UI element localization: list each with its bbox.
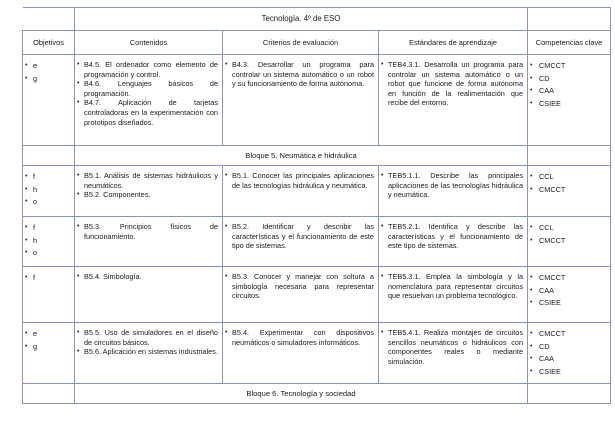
- table-row: [23, 217, 611, 267]
- objetivo-item: • g: [23, 341, 74, 354]
- contenido-item: • B5.6. Aplicación en sistemas industriales.: [75, 347, 218, 357]
- contenido-item: • B5.1. Análisis de sistemas hidráulicos y neumáticos.: [75, 171, 218, 190]
- table-title: Tecnología. 4º de ESO: [75, 8, 528, 31]
- estandar-item: • TEB5.4.1. Realiza montajes de circuitos sencillos neumáticos o hidráulicos con componentes reales o mediante simulación.: [379, 328, 523, 366]
- criterio-item: • B4.3. Desarrollar un programa para controlar un sistema automático o un robot y su funcionamiento de forma autónoma.: [223, 60, 374, 89]
- competencia-item: • CD: [528, 73, 610, 86]
- competencias-cell: [528, 217, 611, 267]
- contenidos-cell: [75, 323, 223, 384]
- header-estandares: Estándares de aprendizaje: [379, 31, 528, 55]
- criterio-item: • B5.3. Conocer y manejar con soltura a simbología necesaria para representar circuitos.: [223, 272, 374, 301]
- estandares-cell: [379, 217, 528, 267]
- objetivo-item: • g: [23, 73, 74, 86]
- contenidos-cell: [75, 267, 223, 323]
- table-row: [23, 323, 611, 384]
- estandar-item: • TEB5.2.1. Identifica y describe las características y el funcionamiento de este tipo de sistemas.: [379, 222, 523, 251]
- contenido-item: • B4.6. Lenguajes básicos de programación.: [75, 79, 218, 98]
- block-right-cell: [528, 384, 611, 404]
- estandares-cell: [379, 323, 528, 384]
- competencia-item: • CAA: [528, 285, 610, 298]
- competencia-item: • CSIEE: [528, 297, 610, 310]
- contenido-item: • B5.4. Simbología.: [75, 272, 218, 282]
- criterio-item: • B5.4. Experimentar con dispositivos neumáticos o simuladores informáticos.: [223, 328, 374, 347]
- table-row: [23, 166, 611, 217]
- contenidos-cell: [75, 166, 223, 217]
- competencias-cell: [528, 55, 611, 146]
- header-objetivos: Objetivos: [23, 31, 75, 55]
- criterio-item: • B5.2. Identificar y describir las características y el funcionamiento de este tipo de sistemas.: [223, 222, 374, 251]
- objetivo-item: • h: [23, 235, 74, 248]
- objetivo-item: • e: [23, 328, 74, 341]
- estandar-item: • TEB5.3.1. Emplea la simbología y la nomenclatura para representar circuitos que resuelvan un problema tecnológico.: [379, 272, 523, 301]
- criterios-cell: [223, 55, 379, 146]
- competencia-item: • CSIEE: [528, 98, 610, 111]
- contenido-item: • B4.7. Aplicación de tarjetas controladoras en la experimentación con prototipos diseñados.: [75, 98, 218, 127]
- competencia-item: • CD: [528, 341, 610, 354]
- block-right-cell: [528, 146, 611, 166]
- estandares-cell: [379, 55, 528, 146]
- competencia-item: • CMCCT: [528, 328, 610, 341]
- objetivo-item: • o: [23, 196, 74, 209]
- header-contenidos: Contenidos: [75, 31, 223, 55]
- objetivo-item: • f: [23, 171, 74, 184]
- contenido-item: • B5.2. Componentes.: [75, 190, 218, 200]
- criterio-item: • B5.1. Conocer las principales aplicaciones de las tecnologías hidráulica y neumática.: [223, 171, 374, 190]
- title-right-cell: [528, 8, 611, 31]
- contenidos-cell: [75, 55, 223, 146]
- header-competencias: Competencias clave: [528, 31, 611, 55]
- contenidos-cell: [75, 217, 223, 267]
- competencia-item: • CMCCT: [528, 184, 610, 197]
- objetivos-cell: [23, 55, 75, 146]
- objetivos-cell: [23, 267, 75, 323]
- competencia-item: • CAA: [528, 353, 610, 366]
- estandares-cell: [379, 267, 528, 323]
- table-corner-cell: [23, 8, 75, 31]
- objetivos-cell: [23, 323, 75, 384]
- competencias-cell: [528, 166, 611, 217]
- objetivo-item: • h: [23, 184, 74, 197]
- header-criterios: Criterios de evaluación: [223, 31, 379, 55]
- competencia-item: • CCL: [528, 171, 610, 184]
- estandar-item: • TEB4.3.1. Desarrolla un programa para controlar un sistema automático o un robot que funcione de forma autónoma en función de la realimentación que recibe del entorno.: [379, 60, 523, 108]
- objetivos-cell: [23, 166, 75, 217]
- objetivo-item: • f: [23, 272, 74, 285]
- competencia-item: • CSIEE: [528, 366, 610, 379]
- competencia-item: • CMCCT: [528, 235, 610, 248]
- contenido-item: • B5.3. Principios físicos de funcionamiento.: [75, 222, 218, 241]
- contenido-item: • B4.5. El ordenador como elemento de programación y control.: [75, 60, 218, 79]
- competencia-item: • CCL: [528, 222, 610, 235]
- table-row: [23, 267, 611, 323]
- block-left-cell: [23, 146, 75, 166]
- criterios-cell: [223, 217, 379, 267]
- contenido-item: • B5.5. Uso de simuladores en el diseño de circuitos básicos.: [75, 328, 218, 347]
- block-heading: Bloque 6. Tecnología y sociedad: [75, 384, 528, 404]
- competencias-cell: [528, 267, 611, 323]
- block-heading: Bloque 5. Neumática e hidráulica: [75, 146, 528, 166]
- estandares-cell: [379, 166, 528, 217]
- competencia-item: • CMCCT: [528, 272, 610, 285]
- curriculum-table: [22, 7, 611, 404]
- estandar-item: • TEB5.1.1. Describe las principales aplicaciones de las tecnologías hidráulica y neumática.: [379, 171, 523, 200]
- criterios-cell: [223, 323, 379, 384]
- competencias-cell: [528, 323, 611, 384]
- objetivos-cell: [23, 217, 75, 267]
- competencia-item: • CMCCT: [528, 60, 610, 73]
- objetivo-item: • f: [23, 222, 74, 235]
- table-row: [23, 55, 611, 146]
- block-left-cell: [23, 384, 75, 404]
- criterios-cell: [223, 166, 379, 217]
- competencia-item: • CAA: [528, 85, 610, 98]
- criterios-cell: [223, 267, 379, 323]
- objetivo-item: • e: [23, 60, 74, 73]
- objetivo-item: • o: [23, 247, 74, 260]
